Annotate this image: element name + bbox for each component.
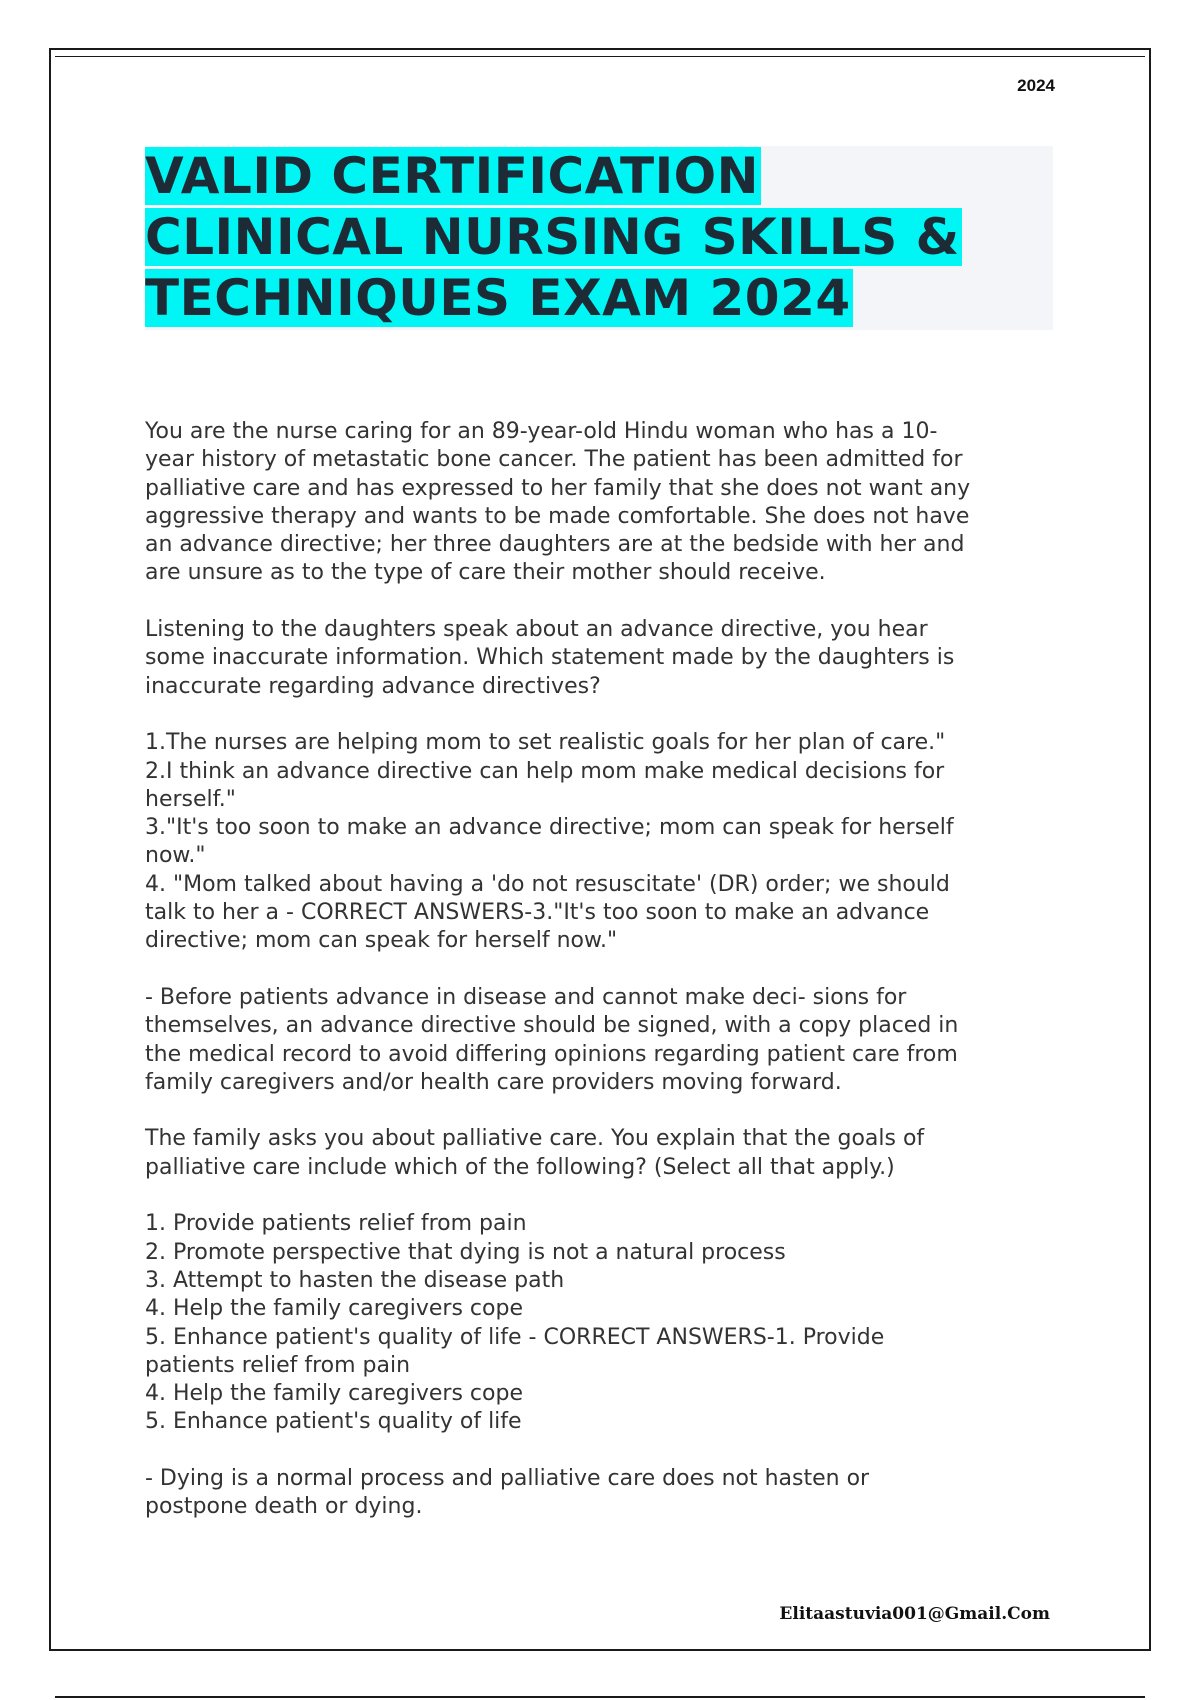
text-line: themselves, an advance directive should be signed, with a copy placed in [145,1013,959,1039]
title-line: VALID CERTIFICATION [145,147,760,205]
text-line: 5. Enhance patient's quality of life [145,1409,522,1435]
title-block [145,146,1053,330]
text-line: 4. Help the family caregivers cope [145,1381,523,1407]
body-paragraph [145,616,1065,701]
text-line: directive; mom can speak for herself now." [145,928,618,954]
body-paragraph [145,1125,1065,1182]
text-line: year history of metastatic bone cancer. The patient has been admitted for [145,447,963,473]
text-line: family caregivers and/or health care providers moving forward. [145,1069,842,1095]
text-line: inaccurate regarding advance directives? [145,673,601,699]
text-line: some inaccurate information. Which statement made by the daughters is [145,645,955,671]
text-line: - Before patients advance in disease and cannot make deci- sions for [145,984,907,1010]
text-line: 4. Help the family caregivers cope [145,1296,523,1322]
body-paragraph [145,1210,1065,1436]
text-line: 4. "Mom talked about having a 'do not resuscitate' (DR) order; we should [145,871,950,897]
text-line: talk to her a - CORRECT ANSWERS-3."It's too soon to make an advance [145,900,930,926]
text-line: the medical record to avoid differing opinions regarding patient care from [145,1041,958,1067]
body-paragraph [145,1465,1065,1522]
text-line: palliative care include which of the following? (Select all that apply.) [145,1154,895,1180]
document-title [145,146,1053,329]
text-line: patients relief from pain [145,1352,411,1378]
text-line: an advance directive; her three daughters are at the bedside with her and [145,532,965,558]
title-line: CLINICAL NURSING SKILLS & [145,208,960,266]
text-line: You are the nurse caring for an 89-year-old Hindu woman who has a 10- [145,419,938,444]
text-line: 3. Attempt to hasten the disease path [145,1267,565,1293]
text-line: Listening to the daughters speak about an advance directive, you hear [145,617,928,643]
text-line: aggressive therapy and wants to be made comfortable. She does not have [145,503,970,529]
text-line: 2.I think an advance directive can help mom make medical decisions for [145,758,945,784]
text-line: palliative care and has expressed to her family that she does not want any [145,475,971,501]
title-line: TECHNIQUES EXAM 2024 [145,269,851,327]
text-line: 5. Enhance patient's quality of life - CORRECT ANSWERS-1. Provide [145,1324,885,1350]
body-paragraph [145,984,1065,1097]
text-line: are unsure as to the type of care their mother should receive. [145,560,826,586]
body-paragraph [145,418,1065,588]
header-rule [55,56,1145,57]
text-line: The family asks you about palliative care. You explain that the goals of [145,1126,925,1152]
text-line: - Dying is a normal process and palliative care does not hasten or [145,1465,870,1491]
body-paragraph [145,729,1065,955]
footer-email: Elitaastuvia001@Gmail.Com [779,1604,1050,1624]
text-line: now." [145,843,206,869]
text-line: 1. Provide patients relief from pain [145,1211,527,1237]
text-line: 2. Promote perspective that dying is not a natural process [145,1239,786,1265]
footer-rule [55,1696,1145,1698]
text-line: 1.The nurses are helping mom to set realistic goals for her plan of care." [145,730,946,756]
header-year: 2024 [1017,76,1055,95]
text-line: postpone death or dying. [145,1494,423,1520]
text-line: herself." [145,786,236,812]
document-body [145,418,1065,1550]
text-line: 3."It's too soon to make an advance directive; mom can speak for herself [145,815,954,841]
